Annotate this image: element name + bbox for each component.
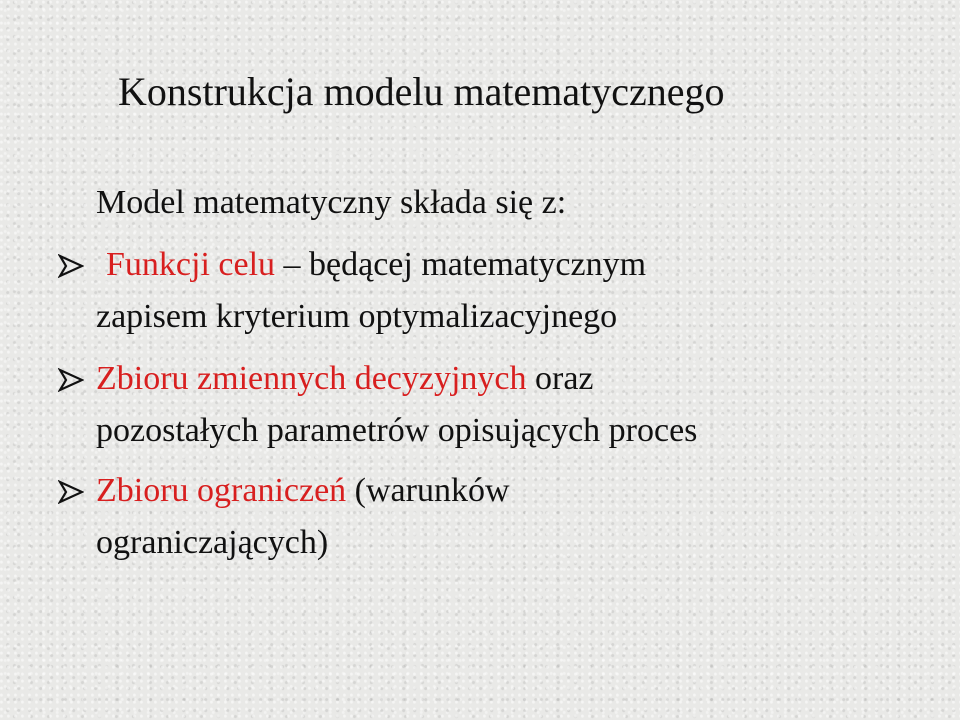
bullet-line-2: pozostałych parametrów opisujących proces xyxy=(96,412,698,449)
bullet-rest-text: (warunków xyxy=(346,472,510,509)
bullet-item-constraints xyxy=(58,465,510,569)
bullet-line-2: ograniczających) xyxy=(96,524,329,561)
bullet-line-1 xyxy=(58,465,510,517)
bullet-item-decision-variables xyxy=(58,353,697,457)
bullet-rest-text: – będącej matematycznym xyxy=(275,246,647,283)
bullet-red-text: Zbioru zmiennych decyzyjnych xyxy=(96,360,527,397)
bullet-rest-text: oraz xyxy=(526,360,594,397)
bullet-line-1 xyxy=(58,353,697,405)
bullet-item-objective-function xyxy=(58,239,646,343)
slide-title: Konstrukcja modelu matematycznego xyxy=(118,69,725,114)
bullet-line-2: zapisem kryterium optymalizacyjnego xyxy=(96,298,618,335)
lead-text: Model matematyczny składa się z: xyxy=(96,184,567,221)
bullet-red-text: Funkcji celu xyxy=(106,246,276,283)
bullet-red-text: Zbioru ograniczeń xyxy=(96,472,347,509)
bullet-line-1 xyxy=(58,239,646,291)
